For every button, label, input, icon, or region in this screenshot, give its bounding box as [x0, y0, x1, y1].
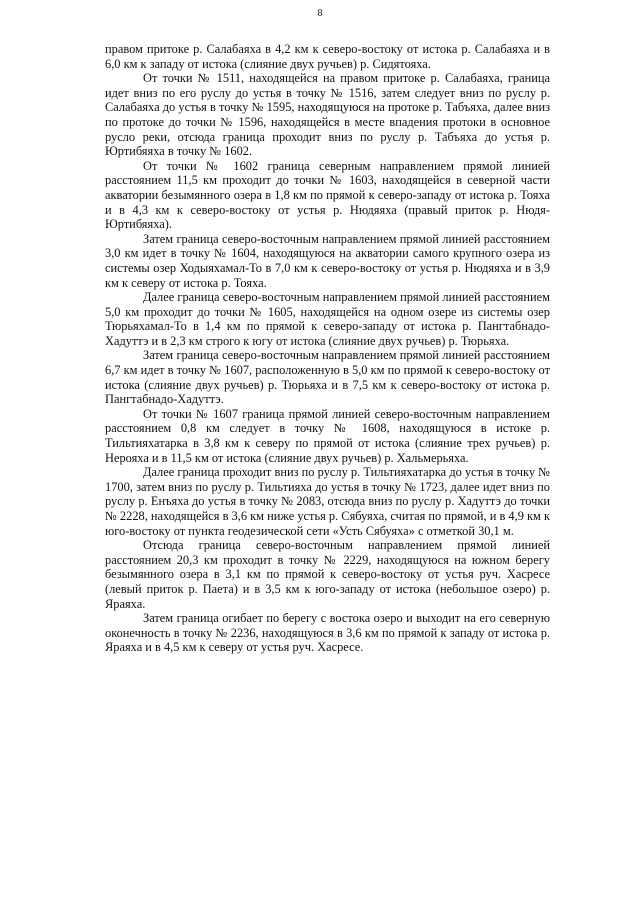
paragraph-4: Затем граница северо-восточным направлением прямой линией расстоянием 3,0 км идет в точку № 1604, находящуюся на акватории самого крупного озера из системы озер Ходыяхамал-То в 7,0 км к северо-востоку от устья р. Нюдяяха и в 3,9 км к северу от истока р. Тояха. — [105, 231, 550, 290]
paragraph-3: От точки № 1602 граница северным направлением прямой линией расстоянием 11,5 км проходит до точки № 1603, находящейся в северной части акватории безымянного озера в 1,8 км по прямой к северо-западу от истока р. Тояха и в 4,3 км к северо-востоку от устья р. Нюдяяха (правый приток р. Нюдя-Юртибяяха). — [105, 158, 550, 232]
paragraph-8: Далее граница проходит вниз по руслу р. Тильтияхатарка до устья в точку № 1700, затем вниз по руслу р. Тильтияха до устья в точку № 1723, далее идет вниз по руслу р. Енъяха до устья в точку № 2083, отсюда вниз по руслу р. Хадуттэ до точки № 2228, находящейся в 3,6 км ниже устья р. Сябуяха, считая по прямой, и в 4,9 км к юго-востоку от пункта геодезической сети «Усть Сябуяха» с отметкой 30,1 м. — [105, 465, 550, 538]
page-number: 8 — [317, 8, 323, 19]
document-body — [105, 42, 550, 655]
paragraph-1: правом притоке р. Салабаяха в 4,2 км к северо-востоку от истока р. Салабаяха и в 6,0 км к западу от истока (слияние двух ручьев) р. Сидятояха. — [105, 42, 550, 71]
paragraph-7: От точки № 1607 граница прямой линией северо-восточным направлением расстоянием 0,8 км следует в точку № 1608, находящуюся в истоке р. Тильтияхатарка в 3,8 км к северу по прямой от истока (слияние трех ручьев) р. Нерояха и в 11,5 км от истока (слияние двух ручьев) р. Хальмерьяха. — [105, 406, 550, 465]
paragraph-5: Далее граница северо-восточным направлением прямой линией расстоянием 5,0 км проходит до точки № 1605, находящейся на одном озере из системы озер Тюрьяхамал-То в 1,4 км по прямой к северо-западу от истока р. Пангтабнадо-Хадуттэ и в 2,3 км строго к югу от истока (слияние двух ручьев) р. Тюрьяха. — [105, 290, 550, 348]
paragraph-6: Затем граница северо-восточным направлением прямой линией расстоянием 6,7 км идет в точку № 1607, расположенную в 5,0 км по прямой к северо-востоку от истока (слияние двух ручьев) р. Тюрьяха и в 7,5 км к северо-востоку от истока р. Пангтабнадо-Хадуттэ. — [105, 348, 550, 407]
paragraph-2: От точки № 1511, находящейся на правом притоке р. Салабаяха, граница идет вниз по его руслу до устья в точку № 1516, затем следует вниз по руслу р. Салабаяха до устья в точку № 1595, находящуюся на протоке р. Табъяха, далее вниз по протоке до точки № 1596, находящейся в месте впадения протоки в основное русло реки, отсюда граница проходит вниз по руслу р. Табъяха до устья р. Юртибяяха в точку № 1602. — [105, 71, 550, 159]
paragraph-10: Затем граница огибает по берегу с востока озеро и выходит на его северную оконечность в точку № 2236, находящуюся в 3,6 км по прямой к западу от истока р. Яраяха и в 4,5 км к северу от устья руч. Хасресе. — [105, 611, 550, 655]
paragraph-9: Отсюда граница северо-восточным направлением прямой линией расстоянием 20,3 км проходит в точку № 2229, находящуюся на южном берегу безымянного озера в 3,1 км по прямой к северо-востоку от устья руч. Хасресе (левый приток р. Паета) и в 3,5 км к юго-западу от истока (небольшое озеро) р. Яраяха. — [105, 538, 550, 611]
